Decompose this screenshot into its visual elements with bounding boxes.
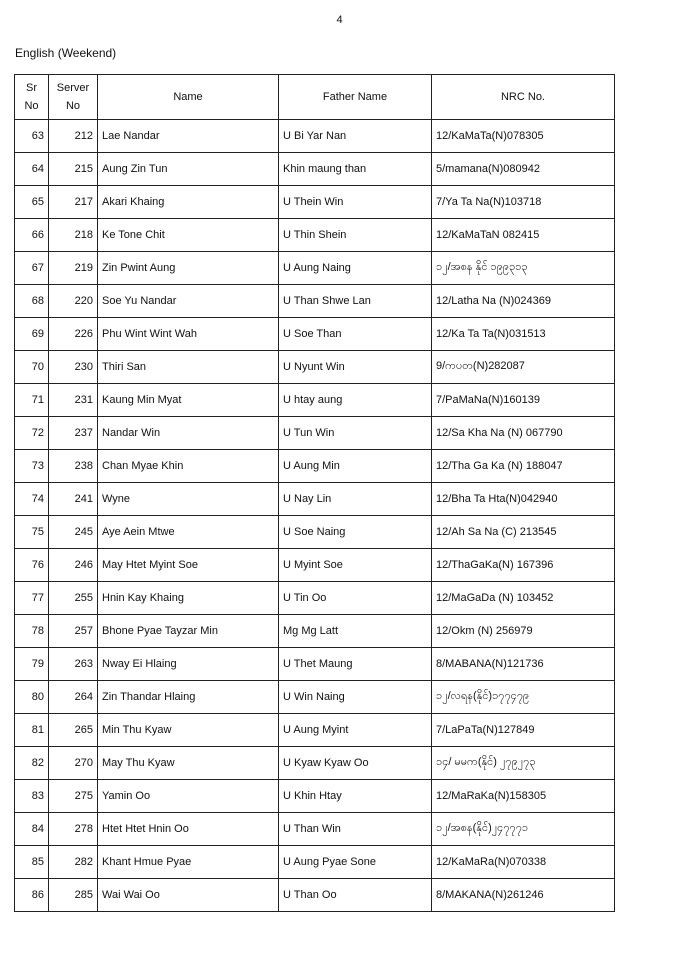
cell-nrc-no: ၁၄/ မမက(နိုင်) ၂၇၉၂၇၃ [432, 747, 615, 780]
cell-server-no: 218 [49, 219, 98, 252]
cell-sr-no: 65 [15, 186, 49, 219]
cell-sr-no: 85 [15, 846, 49, 879]
table-row [15, 153, 615, 186]
cell-name: Min Thu Kyaw [98, 714, 279, 747]
cell-nrc-no: ၁၂/လရန(နိုင်)၁၇၇၄၇၉ [432, 681, 615, 714]
table-row [15, 252, 615, 285]
cell-nrc-no: 12/MaGaDa (N) 103452 [432, 582, 615, 615]
cell-server-no: 215 [49, 153, 98, 186]
cell-sr-no: 73 [15, 450, 49, 483]
page-number: 4 [336, 14, 343, 26]
cell-father-name: U Nyunt Win [279, 351, 432, 384]
cell-sr-no: 76 [15, 549, 49, 582]
cell-sr-no: 80 [15, 681, 49, 714]
cell-father-name: U htay aung [279, 384, 432, 417]
roster-table [14, 74, 615, 912]
cell-nrc-no: 12/KaMaRa(N)070338 [432, 846, 615, 879]
cell-father-name: U Than Oo [279, 879, 432, 912]
header-father-name: Father Name [279, 75, 432, 120]
cell-sr-no: 69 [15, 318, 49, 351]
cell-server-no: 270 [49, 747, 98, 780]
cell-father-name: U Bi Yar Nan [279, 120, 432, 153]
table-row [15, 648, 615, 681]
cell-sr-no: 78 [15, 615, 49, 648]
table-row [15, 351, 615, 384]
table-row [15, 747, 615, 780]
cell-server-no: 278 [49, 813, 98, 846]
table-row [15, 186, 615, 219]
cell-name: Ke Tone Chit [98, 219, 279, 252]
cell-nrc-no: 9/ကပတ(N)282087 [432, 351, 615, 384]
cell-sr-no: 75 [15, 516, 49, 549]
cell-server-no: 226 [49, 318, 98, 351]
cell-name: Aung Zin Tun [98, 153, 279, 186]
cell-name: Nandar Win [98, 417, 279, 450]
cell-sr-no: 68 [15, 285, 49, 318]
cell-name: Yamin Oo [98, 780, 279, 813]
cell-father-name: U Soe Naing [279, 516, 432, 549]
table-row [15, 120, 615, 153]
cell-nrc-no: 7/PaMaNa(N)160139 [432, 384, 615, 417]
cell-server-no: 212 [49, 120, 98, 153]
cell-name: Bhone Pyae Tayzar Min [98, 615, 279, 648]
cell-sr-no: 79 [15, 648, 49, 681]
cell-father-name: U Thein Win [279, 186, 432, 219]
cell-name: Wai Wai Oo [98, 879, 279, 912]
cell-nrc-no: 12/Bha Ta Hta(N)042940 [432, 483, 615, 516]
cell-server-no: 231 [49, 384, 98, 417]
section-title: English (Weekend) [15, 46, 117, 60]
header-name: Name [98, 75, 279, 120]
cell-server-no: 237 [49, 417, 98, 450]
cell-father-name: U Kyaw Kyaw Oo [279, 747, 432, 780]
table-row [15, 681, 615, 714]
cell-name: Khant Hmue Pyae [98, 846, 279, 879]
cell-name: Lae Nandar [98, 120, 279, 153]
cell-nrc-no: 12/Tha Ga Ka (N) 188047 [432, 450, 615, 483]
cell-name: Wyne [98, 483, 279, 516]
cell-nrc-no: 12/Latha Na (N)024369 [432, 285, 615, 318]
cell-father-name: U Aung Myint [279, 714, 432, 747]
cell-name: May Thu Kyaw [98, 747, 279, 780]
cell-server-no: 230 [49, 351, 98, 384]
cell-server-no: 285 [49, 879, 98, 912]
cell-nrc-no: 12/Okm (N) 256979 [432, 615, 615, 648]
table-row [15, 318, 615, 351]
cell-nrc-no: 8/MABANA(N)121736 [432, 648, 615, 681]
cell-father-name: U Soe Than [279, 318, 432, 351]
table-row [15, 846, 615, 879]
cell-sr-no: 63 [15, 120, 49, 153]
cell-father-name: U Nay Lin [279, 483, 432, 516]
table-header-row [15, 75, 615, 120]
cell-server-no: 217 [49, 186, 98, 219]
cell-nrc-no: 8/MAKANA(N)261246 [432, 879, 615, 912]
cell-name: May Htet Myint Soe [98, 549, 279, 582]
cell-name: Soe Yu Nandar [98, 285, 279, 318]
cell-name: Akari Khaing [98, 186, 279, 219]
table-row [15, 549, 615, 582]
table-row [15, 285, 615, 318]
cell-sr-no: 64 [15, 153, 49, 186]
cell-nrc-no: 12/KaMaTaN 082415 [432, 219, 615, 252]
cell-name: Phu Wint Wint Wah [98, 318, 279, 351]
cell-nrc-no: 12/Sa Kha Na (N) 067790 [432, 417, 615, 450]
cell-nrc-no: 7/Ya Ta Na(N)103718 [432, 186, 615, 219]
table-row [15, 219, 615, 252]
cell-server-no: 265 [49, 714, 98, 747]
cell-father-name: U Aung Pyae Sone [279, 846, 432, 879]
table-row [15, 483, 615, 516]
cell-name: Nway Ei Hlaing [98, 648, 279, 681]
cell-name: Aye Aein Mtwe [98, 516, 279, 549]
cell-father-name: U Tun Win [279, 417, 432, 450]
cell-father-name: U Aung Naing [279, 252, 432, 285]
cell-server-no: 275 [49, 780, 98, 813]
cell-server-no: 255 [49, 582, 98, 615]
cell-server-no: 245 [49, 516, 98, 549]
table-row [15, 879, 615, 912]
cell-sr-no: 72 [15, 417, 49, 450]
cell-sr-no: 77 [15, 582, 49, 615]
cell-father-name: U Than Shwe Lan [279, 285, 432, 318]
cell-sr-no: 66 [15, 219, 49, 252]
table-row [15, 516, 615, 549]
cell-sr-no: 70 [15, 351, 49, 384]
cell-server-no: 263 [49, 648, 98, 681]
cell-nrc-no: 12/MaRaKa(N)158305 [432, 780, 615, 813]
cell-nrc-no: 12/Ah Sa Na (C) 213545 [432, 516, 615, 549]
cell-server-no: 264 [49, 681, 98, 714]
cell-father-name: U Aung Min [279, 450, 432, 483]
cell-name: Zin Thandar Hlaing [98, 681, 279, 714]
cell-server-no: 257 [49, 615, 98, 648]
cell-server-no: 241 [49, 483, 98, 516]
table-row [15, 582, 615, 615]
cell-father-name: U Thin Shein [279, 219, 432, 252]
cell-name: Hnin Kay Khaing [98, 582, 279, 615]
table-row [15, 780, 615, 813]
cell-nrc-no: ၁၂/အစန(နိုင်)၂၄၇၇၇၁ [432, 813, 615, 846]
cell-sr-no: 82 [15, 747, 49, 780]
table-row [15, 813, 615, 846]
cell-father-name: Khin maung than [279, 153, 432, 186]
cell-name: Thiri San [98, 351, 279, 384]
cell-server-no: 220 [49, 285, 98, 318]
cell-name: Zin Pwint Aung [98, 252, 279, 285]
cell-father-name: U Myint Soe [279, 549, 432, 582]
cell-father-name: U Khin Htay [279, 780, 432, 813]
cell-nrc-no: 12/ThaGaKa(N) 167396 [432, 549, 615, 582]
cell-server-no: 219 [49, 252, 98, 285]
header-nrc-no: NRC No. [432, 75, 615, 120]
cell-nrc-no: 7/LaPaTa(N)127849 [432, 714, 615, 747]
cell-name: Kaung Min Myat [98, 384, 279, 417]
cell-sr-no: 81 [15, 714, 49, 747]
table-row [15, 615, 615, 648]
cell-sr-no: 74 [15, 483, 49, 516]
header-sr-no: Sr No [15, 75, 49, 120]
cell-sr-no: 67 [15, 252, 49, 285]
cell-name: Chan Myae Khin [98, 450, 279, 483]
table-row [15, 714, 615, 747]
cell-father-name: Mg Mg Latt [279, 615, 432, 648]
cell-nrc-no: 5/mamana(N)080942 [432, 153, 615, 186]
cell-sr-no: 71 [15, 384, 49, 417]
cell-sr-no: 86 [15, 879, 49, 912]
cell-sr-no: 83 [15, 780, 49, 813]
cell-server-no: 246 [49, 549, 98, 582]
cell-father-name: U Win Naing [279, 681, 432, 714]
cell-nrc-no: 12/Ka Ta Ta(N)031513 [432, 318, 615, 351]
cell-name: Htet Htet Hnin Oo [98, 813, 279, 846]
cell-server-no: 282 [49, 846, 98, 879]
cell-father-name: U Tin Oo [279, 582, 432, 615]
table-row [15, 417, 615, 450]
cell-father-name: U Thet Maung [279, 648, 432, 681]
cell-server-no: 238 [49, 450, 98, 483]
header-server-no: Server No [49, 75, 98, 120]
cell-sr-no: 84 [15, 813, 49, 846]
cell-nrc-no: 12/KaMaTa(N)078305 [432, 120, 615, 153]
cell-nrc-no: ၁၂/အစန နိုင် ၁၉၉၃၁၃ [432, 252, 615, 285]
table-row [15, 450, 615, 483]
table-body [15, 120, 615, 912]
table-row [15, 384, 615, 417]
cell-father-name: U Than Win [279, 813, 432, 846]
